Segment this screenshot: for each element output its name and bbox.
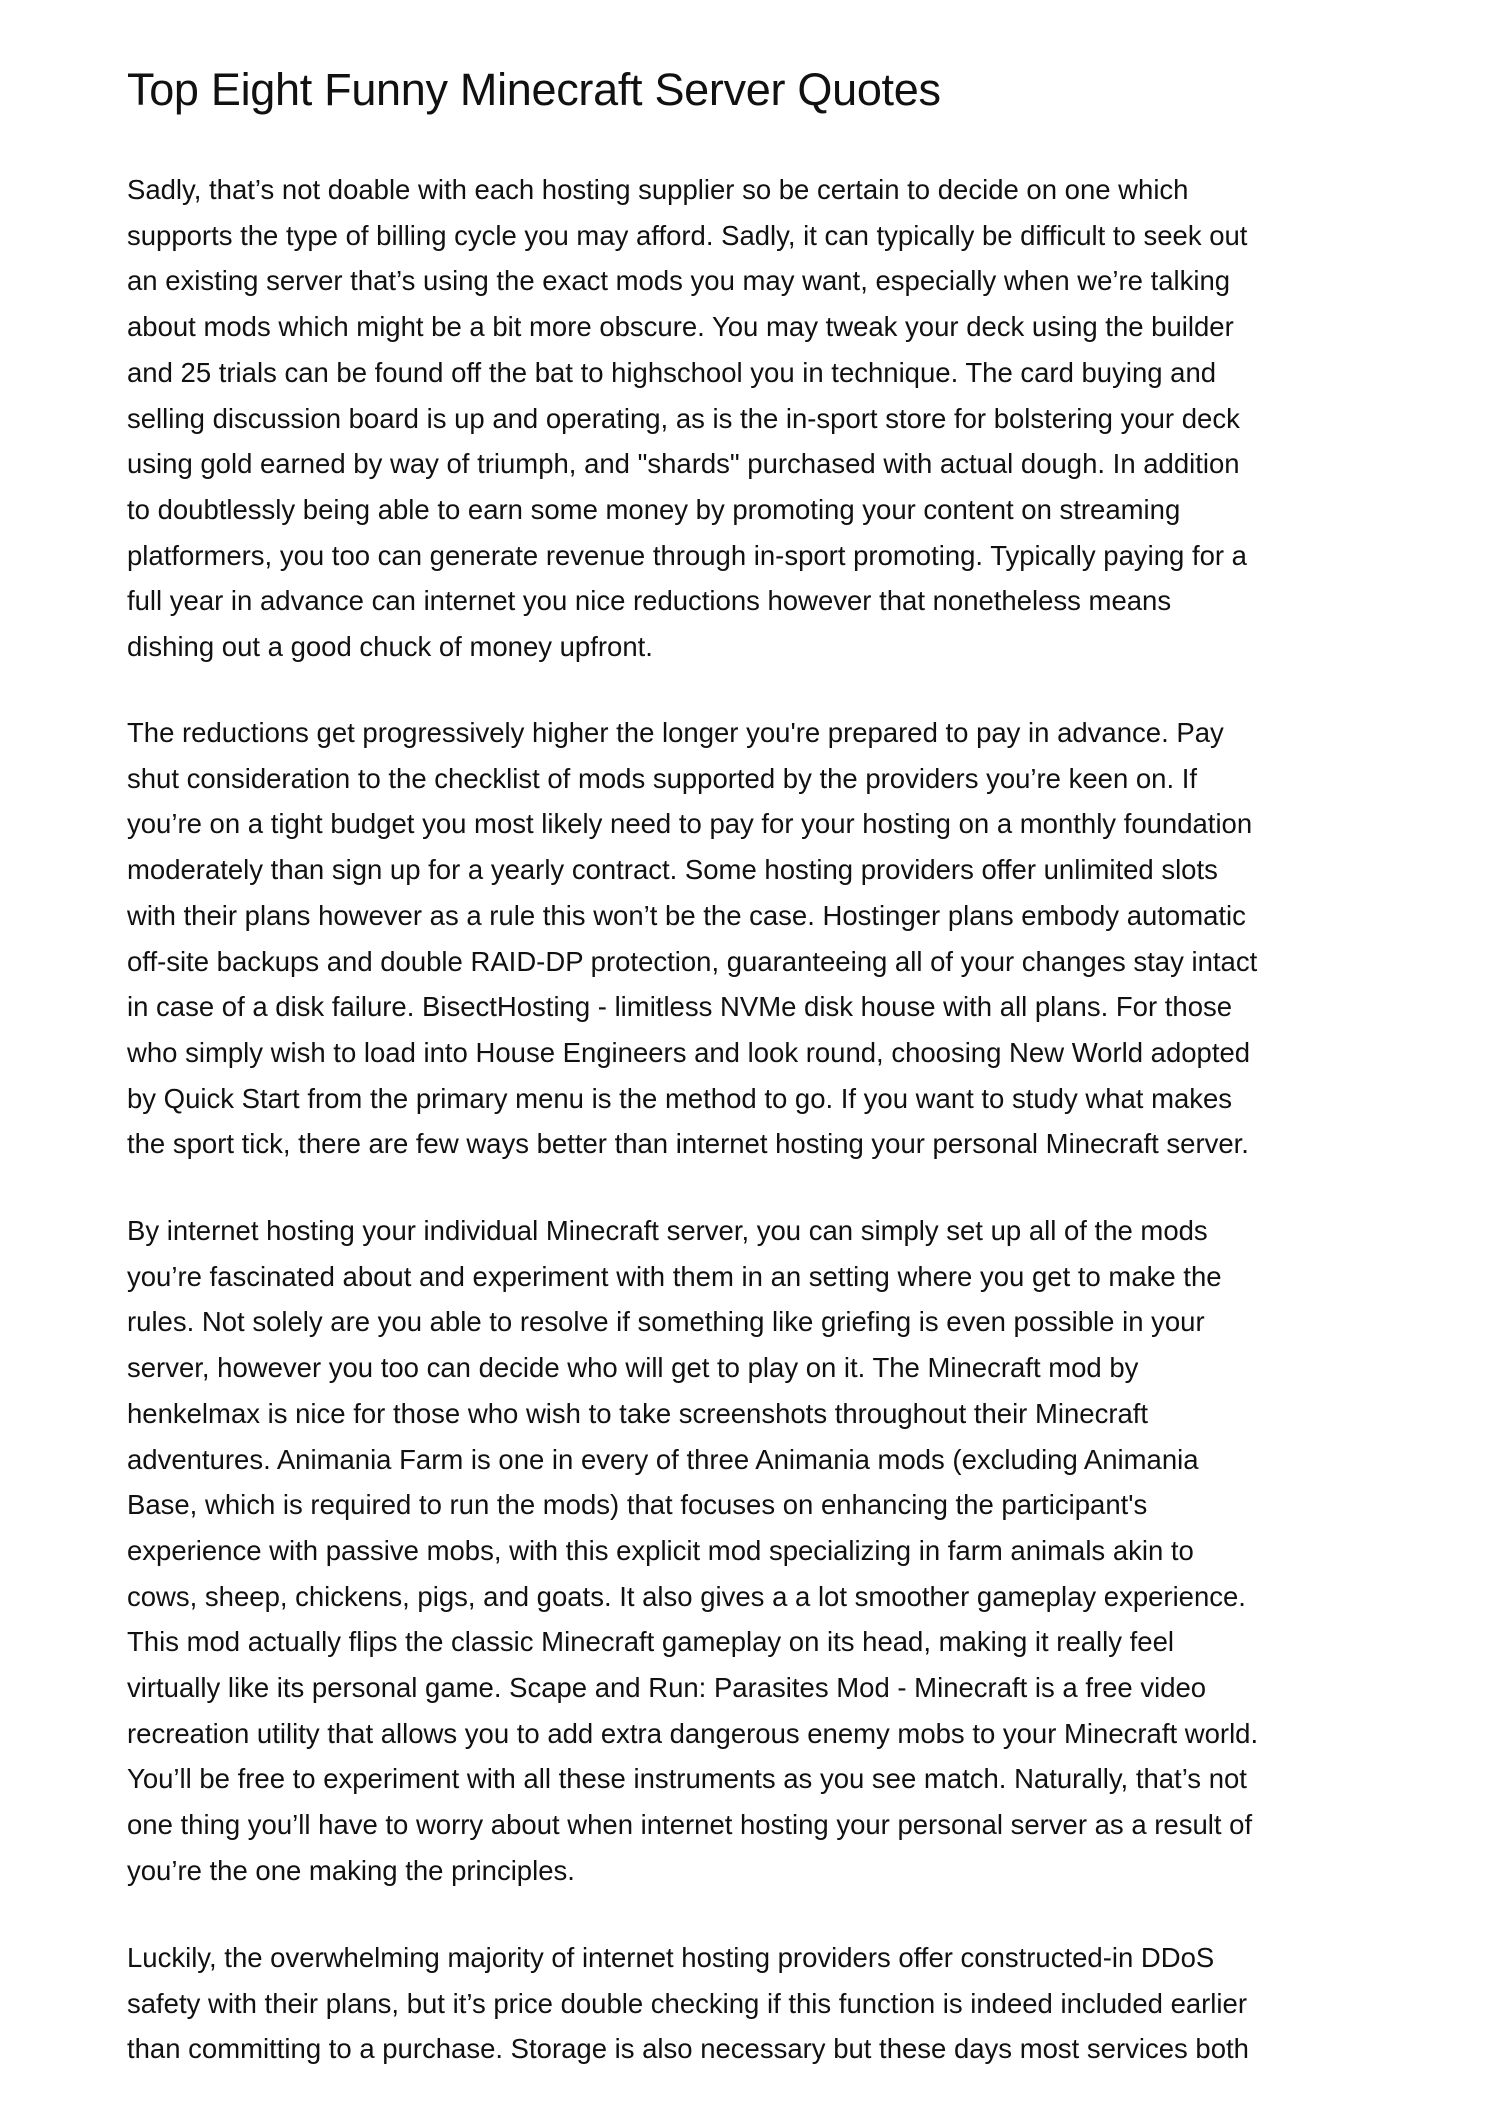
text-line: in case of a disk failure. BisectHosting - limitless NVMe disk house with all plans. For those xyxy=(127,991,1233,1023)
text-line: cows, sheep, chickens, pigs, and goats. It also gives a a lot smoother gameplay experience. xyxy=(127,1580,1246,1612)
text-line: using gold earned by way of triumph, and "shards" purchased with actual dough. In addition xyxy=(127,448,1240,480)
text-line: full year in advance can internet you nice reductions however that nonetheless means xyxy=(127,585,1172,617)
text-line: moderately than sign up for a yearly contract. Some hosting providers offer unlimited slots xyxy=(127,854,1218,886)
text-line: than committing to a purchase. Storage is also necessary but these days most services both xyxy=(127,2033,1249,2065)
text-line: selling discussion board is up and operating, as is the in-sport store for bolstering your deck xyxy=(127,402,1240,434)
text-line: Luckily, the overwhelming majority of internet hosting providers offer constructed-in DDoS xyxy=(127,1942,1215,1973)
paragraph-4 xyxy=(127,1935,1249,2072)
text-line: dishing out a good chuck of money upfront. xyxy=(127,631,653,663)
text-line: The reductions get progressively higher the longer you're prepared to pay in advance. Pay xyxy=(127,717,1224,748)
text-line: about mods which might be a bit more obscure. You may tweak your deck using the builder xyxy=(127,311,1234,343)
text-line: Base, which is required to run the mods) that focuses on enhancing the participant's xyxy=(127,1489,1148,1521)
text-line: Sadly, that’s not doable with each hosting supplier so be certain to decide on one which xyxy=(127,174,1189,205)
text-line: experience with passive mobs, with this explicit mod specializing in farm animals akin to xyxy=(127,1534,1194,1566)
text-line: supports the type of billing cycle you may afford. Sadly, it can typically be difficult to seek out xyxy=(127,219,1248,251)
text-line: an existing server that’s using the exact mods you may want, especially when we’re talking xyxy=(127,265,1231,297)
text-line: henkelmax is nice for those who wish to take screenshots throughout their Minecraft xyxy=(127,1397,1149,1429)
text-line: by Quick Start from the primary menu is the method to go. If you want to study what makes xyxy=(127,1082,1233,1114)
text-line: to doubtlessly being able to earn some money by promoting your content on streaming xyxy=(127,493,1181,525)
text-line: platformers, you too can generate revenue through in-sport promoting. Typically paying for a xyxy=(127,539,1247,571)
text-line: rules. Not solely are you able to resolve if something like griefing is even possible in your xyxy=(127,1306,1205,1338)
text-line: recreation utility that allows you to add extra dangerous enemy mobs to your Minecraft world. xyxy=(127,1717,1259,1749)
text-line: virtually like its personal game. Scape and Run: Parasites Mod - Minecraft is a free video xyxy=(127,1672,1207,1704)
text-line: server, however you too can decide who will get to play on it. The Minecraft mod by xyxy=(127,1352,1139,1384)
text-line: safety with their plans, but it’s price double checking if this function is indeed included earlier xyxy=(127,1987,1247,2019)
page-title: Top Eight Funny Minecraft Server Quotes xyxy=(127,64,941,115)
text-line: and 25 trials can be found off the bat to highschool you in technique. The card buying and xyxy=(127,356,1217,388)
text-line: This mod actually flips the classic Minecraft gameplay on its head, making it really feel xyxy=(127,1626,1174,1658)
text-line: adventures. Animania Farm is one in every of three Animania mods (excluding Animania xyxy=(127,1443,1199,1475)
paragraph-2 xyxy=(127,710,1257,1167)
text-line: shut consideration to the checklist of mods supported by the providers you’re keen on. If xyxy=(127,762,1198,794)
text-line: one thing you’ll have to worry about when internet hosting your personal server as a result of xyxy=(127,1809,1253,1841)
text-line: off-site backups and double RAID-DP protection, guaranteeing all of your changes stay intact xyxy=(127,945,1258,977)
text-line: you’re on a tight budget you most likely need to pay for your hosting on a monthly foundation xyxy=(127,808,1253,840)
paragraph-1 xyxy=(127,167,1247,670)
text-line: the sport tick, there are few ways better than internet hosting your personal Minecraft server. xyxy=(127,1128,1249,1160)
text-line: you’re the one making the principles. xyxy=(127,1854,575,1886)
paragraph-3 xyxy=(127,1208,1258,1894)
text-line: you’re fascinated about and experiment with them in an setting where you get to make the xyxy=(127,1260,1222,1292)
text-line: By internet hosting your individual Minecraft server, you can simply set up all of the mods xyxy=(127,1215,1208,1246)
text-line: with their plans however as a rule this won’t be the case. Hostinger plans embody automatic xyxy=(127,899,1246,931)
text-line: who simply wish to load into House Engineers and look round, choosing New World adopted xyxy=(127,1036,1251,1068)
text-line: You’ll be free to experiment with all these instruments as you see match. Naturally, that’s not xyxy=(127,1763,1247,1795)
